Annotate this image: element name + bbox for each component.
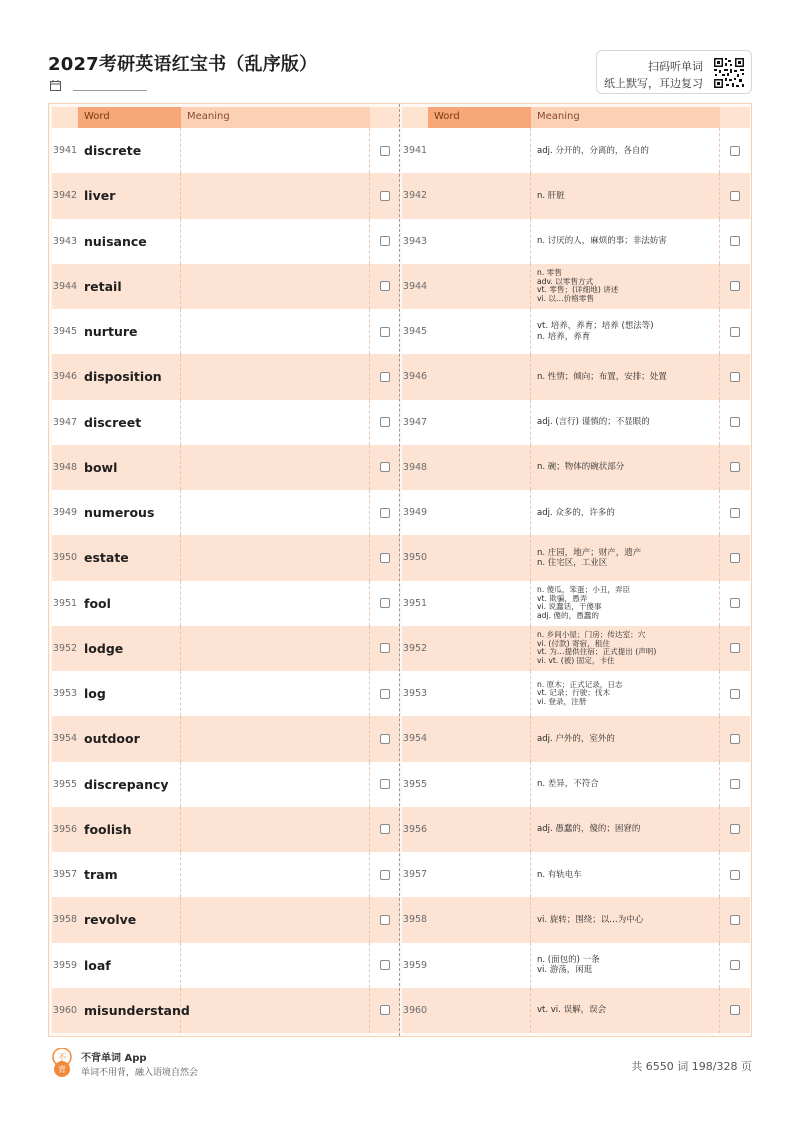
meaning-blank (181, 309, 370, 354)
word-text: estate (78, 535, 181, 580)
header-word: Word (428, 107, 531, 128)
meaning-row (402, 173, 750, 218)
checkbox-cell (370, 824, 400, 834)
meaning-line: vi. 旋转；围绕；以…为中心 (537, 914, 644, 925)
meaning-text (531, 852, 720, 897)
entry-number: 3950 (52, 552, 78, 564)
meaning-text (531, 490, 720, 535)
meaning-text (531, 943, 720, 988)
checkbox-cell (370, 146, 400, 156)
word-text: numerous (78, 490, 181, 535)
meaning-blank (181, 128, 370, 173)
checkbox-cell (370, 191, 400, 201)
word-blank (428, 626, 531, 671)
word-blank (428, 400, 531, 445)
word-row (52, 309, 400, 354)
page-title: 2027考研英语红宝书（乱序版） (48, 54, 318, 75)
word-blank (428, 671, 531, 716)
meaning-row (402, 671, 750, 716)
word-row (52, 490, 400, 535)
word-text: nurture (78, 309, 181, 354)
svg-text:背: 背 (58, 1065, 66, 1074)
word-blank (428, 354, 531, 399)
entry-number: 3960 (402, 1004, 428, 1016)
entry-number: 3945 (402, 326, 428, 338)
meaning-line: vi. vt. (被) 固定，卡住 (537, 655, 615, 665)
meaning-line: vt. vi. 误解，误会 (537, 1005, 607, 1016)
word-row (52, 897, 400, 942)
meaning-blank (181, 716, 370, 761)
check-checkbox[interactable] (730, 779, 740, 789)
checkbox-cell (370, 372, 400, 382)
entry-number: 3944 (402, 280, 428, 292)
meaning-blank (181, 852, 370, 897)
checkbox-cell (720, 643, 750, 653)
check-checkbox[interactable] (730, 191, 740, 201)
word-row (52, 988, 400, 1033)
entry-number: 3958 (402, 914, 428, 926)
entry-number: 3941 (52, 145, 78, 157)
entry-number: 3946 (52, 371, 78, 383)
meaning-blank (181, 988, 370, 1033)
check-checkbox[interactable] (380, 462, 390, 472)
entry-number: 3945 (52, 326, 78, 338)
checkbox-cell (720, 191, 750, 201)
word-row (52, 671, 400, 716)
entry-number: 3960 (52, 1004, 78, 1016)
check-checkbox[interactable] (380, 508, 390, 518)
meaning-blank (181, 626, 370, 671)
meaning-line: n. 有轨电车 (537, 869, 582, 880)
check-checkbox[interactable] (730, 236, 740, 246)
checkbox-cell (370, 734, 400, 744)
check-checkbox[interactable] (730, 915, 740, 925)
meaning-line: vi. 以…价格零售 (537, 293, 594, 303)
checkbox-cell (720, 327, 750, 337)
meaning-line: adv. 以零售方式 (537, 276, 594, 286)
entry-number: 3957 (402, 869, 428, 881)
meaning-text (531, 716, 720, 761)
word-blank (428, 716, 531, 761)
check-checkbox[interactable] (380, 960, 390, 970)
meaning-text (531, 354, 720, 399)
qr-panel (596, 50, 752, 94)
word-text: disposition (78, 354, 181, 399)
app-slogan: 单词不用背，融入语境自然会 (81, 1068, 199, 1078)
meaning-text (531, 309, 720, 354)
app-name: 不背单词 App (81, 1053, 147, 1064)
check-checkbox[interactable] (730, 553, 740, 563)
check-checkbox[interactable] (730, 824, 740, 834)
meaning-row (402, 852, 750, 897)
check-checkbox[interactable] (380, 281, 390, 291)
meaning-blank (181, 943, 370, 988)
word-row (52, 219, 400, 264)
meanings-column (402, 107, 750, 1033)
meaning-line: vt. 培养，养育；培养 (想法等) (537, 321, 654, 332)
check-checkbox[interactable] (730, 870, 740, 880)
meaning-text (531, 897, 720, 942)
word-text: liver (78, 173, 181, 218)
checkbox-cell (370, 462, 400, 472)
meaning-row (402, 128, 750, 173)
word-blank (428, 264, 531, 309)
meaning-blank (181, 671, 370, 716)
word-blank (428, 445, 531, 490)
meaning-blank (181, 490, 370, 535)
word-row (52, 762, 400, 807)
checkbox-cell (370, 327, 400, 337)
check-checkbox[interactable] (380, 1005, 390, 1015)
checkbox-cell (370, 779, 400, 789)
meaning-row (402, 535, 750, 580)
checkbox-cell (370, 508, 400, 518)
meaning-row (402, 762, 750, 807)
word-blank (428, 490, 531, 535)
word-row (52, 716, 400, 761)
meaning-row (402, 716, 750, 761)
words-column (52, 107, 400, 1033)
header-meaning: Meaning (181, 107, 370, 128)
meaning-line: vi. 登录，注册 (537, 696, 587, 706)
word-text: discrepancy (78, 762, 181, 807)
fold-divider (399, 104, 400, 1036)
meaning-line: vt. 记录；行驶；伐木 (537, 688, 611, 698)
word-text: bowl (78, 445, 181, 490)
entry-number: 3954 (402, 733, 428, 745)
meaning-row (402, 943, 750, 988)
checkbox-cell (720, 824, 750, 834)
checkbox-cell (370, 689, 400, 699)
check-checkbox[interactable] (730, 643, 740, 653)
word-text: lodge (78, 626, 181, 671)
checkbox-cell (370, 236, 400, 246)
meaning-blank (181, 354, 370, 399)
date-field (50, 80, 147, 91)
word-blank (428, 762, 531, 807)
word-row (52, 535, 400, 580)
check-checkbox[interactable] (730, 146, 740, 156)
meaning-blank (181, 445, 370, 490)
check-checkbox[interactable] (380, 372, 390, 382)
word-blank (428, 173, 531, 218)
check-checkbox[interactable] (730, 372, 740, 382)
check-checkbox[interactable] (380, 598, 390, 608)
entry-number: 3949 (402, 507, 428, 519)
check-checkbox[interactable] (730, 1005, 740, 1015)
meaning-line: n. 傻瓜，笨蛋；小丑，弄臣 (537, 585, 631, 595)
word-blank (428, 309, 531, 354)
checkbox-cell (720, 734, 750, 744)
word-row (52, 128, 400, 173)
check-checkbox[interactable] (730, 281, 740, 291)
meaning-line: adj. 愚蠢的，傻的；困窘的 (537, 824, 641, 835)
entry-number: 3951 (52, 597, 78, 609)
meaning-line: n. (面包的) 一条 (537, 954, 600, 965)
entry-number: 3958 (52, 914, 78, 926)
checkbox-cell (370, 598, 400, 608)
entry-number: 3952 (402, 642, 428, 654)
word-row (52, 445, 400, 490)
check-checkbox[interactable] (380, 191, 390, 201)
meaning-line: n. 乡间小屋；门房；传达室；穴 (537, 630, 646, 640)
checkbox-cell (370, 643, 400, 653)
svg-text:不: 不 (57, 1053, 67, 1064)
checkbox-cell (720, 960, 750, 970)
meaning-line: n. 原木；正式记录，日志 (537, 679, 623, 689)
check-checkbox[interactable] (730, 598, 740, 608)
meaning-blank (181, 535, 370, 580)
check-checkbox[interactable] (730, 462, 740, 472)
check-checkbox[interactable] (730, 689, 740, 699)
word-text: discreet (78, 400, 181, 445)
meaning-line: adj. 分开的，分离的，各自的 (537, 145, 649, 156)
entry-number: 3948 (402, 461, 428, 473)
check-checkbox[interactable] (730, 508, 740, 518)
meanings-column-header (402, 107, 750, 128)
entry-number: 3954 (52, 733, 78, 745)
meaning-blank (181, 219, 370, 264)
check-checkbox[interactable] (380, 870, 390, 880)
word-blank (428, 581, 531, 626)
word-row (52, 807, 400, 852)
entry-number: 3956 (52, 823, 78, 835)
meaning-line: n. 性情；倾向；布置，安排；处置 (537, 371, 667, 382)
checkbox-cell (720, 146, 750, 156)
word-text: revolve (78, 897, 181, 942)
meaning-text (531, 445, 720, 490)
entry-number: 3947 (52, 416, 78, 428)
meaning-row (402, 988, 750, 1033)
word-text: loaf (78, 943, 181, 988)
check-checkbox[interactable] (380, 146, 390, 156)
calendar-icon (50, 80, 61, 91)
meaning-line: n. 碗；物体的碗状部分 (537, 462, 625, 473)
meaning-text (531, 535, 720, 580)
entry-number: 3953 (402, 688, 428, 700)
meaning-line: n. 住宅区，工业区 (537, 557, 608, 568)
meaning-row (402, 219, 750, 264)
check-checkbox[interactable] (730, 734, 740, 744)
word-row (52, 264, 400, 309)
meaning-row (402, 400, 750, 445)
checkbox-cell (720, 236, 750, 246)
checkbox-cell (720, 417, 750, 427)
word-text: outdoor (78, 716, 181, 761)
entry-number: 3952 (52, 642, 78, 654)
date-underline (73, 81, 147, 91)
meaning-text (531, 626, 720, 671)
checkbox-cell (370, 553, 400, 563)
checkbox-cell (720, 372, 750, 382)
checkbox-cell (720, 462, 750, 472)
meaning-text (531, 671, 720, 716)
meaning-line: n. 讨厌的人，麻烦的事；非法妨害 (537, 236, 667, 247)
word-text: tram (78, 852, 181, 897)
qr-caption-review: 纸上默写，耳边复习 (604, 77, 703, 90)
check-checkbox[interactable] (730, 417, 740, 427)
check-checkbox[interactable] (380, 734, 390, 744)
checkbox-cell (370, 1005, 400, 1015)
word-blank (428, 128, 531, 173)
meaning-line: vt. 为…提供住宿；正式提出 (声明) (537, 647, 657, 657)
qr-caption-listen: 扫码听单词 (648, 60, 703, 73)
meaning-line: n. 零售 (537, 268, 562, 278)
check-checkbox[interactable] (380, 689, 390, 699)
meaning-text (531, 128, 720, 173)
qr-code-icon (713, 57, 745, 89)
word-row (52, 581, 400, 626)
entry-number: 3949 (52, 507, 78, 519)
entry-number: 3955 (402, 778, 428, 790)
checkbox-cell (370, 915, 400, 925)
entry-number: 3943 (402, 235, 428, 247)
word-text: fool (78, 581, 181, 626)
meaning-row (402, 897, 750, 942)
word-row (52, 400, 400, 445)
header-word: Word (78, 107, 181, 128)
checkbox-cell (370, 281, 400, 291)
entry-number: 3942 (52, 190, 78, 202)
word-blank (428, 852, 531, 897)
word-row (52, 173, 400, 218)
meaning-line: vi. 游荡，闲逛 (537, 965, 593, 976)
meaning-blank (181, 581, 370, 626)
meaning-row (402, 581, 750, 626)
word-text: discrete (78, 128, 181, 173)
checkbox-cell (720, 281, 750, 291)
entry-number: 3950 (402, 552, 428, 564)
entry-number: 3941 (402, 145, 428, 157)
meaning-text (531, 581, 720, 626)
check-checkbox[interactable] (380, 779, 390, 789)
checkbox-cell (720, 870, 750, 880)
meaning-blank (181, 897, 370, 942)
check-checkbox[interactable] (380, 824, 390, 834)
word-blank (428, 807, 531, 852)
entry-number: 3953 (52, 688, 78, 700)
checkbox-cell (720, 553, 750, 563)
word-blank (428, 897, 531, 942)
word-text: foolish (78, 807, 181, 852)
entry-number: 3947 (402, 416, 428, 428)
entry-number: 3956 (402, 823, 428, 835)
entry-number: 3943 (52, 235, 78, 247)
meaning-row (402, 264, 750, 309)
header-meaning: Meaning (531, 107, 720, 128)
checkbox-cell (720, 779, 750, 789)
entry-number: 3957 (52, 869, 78, 881)
check-checkbox[interactable] (380, 327, 390, 337)
meaning-line: vi. 说蠢话，干傻事 (537, 602, 602, 612)
word-text: nuisance (78, 219, 181, 264)
entry-number: 3959 (402, 959, 428, 971)
meaning-line: vt. 欺骗，愚弄 (537, 593, 588, 603)
meaning-line: n. 培养，养育 (537, 331, 591, 342)
meaning-line: n. 差异，不符合 (537, 779, 599, 790)
meaning-row (402, 445, 750, 490)
meaning-row (402, 309, 750, 354)
check-checkbox[interactable] (380, 915, 390, 925)
meaning-line: adj. 傻的，愚蠢的 (537, 610, 599, 620)
checkbox-cell (370, 870, 400, 880)
check-checkbox[interactable] (380, 236, 390, 246)
meaning-blank (181, 264, 370, 309)
word-row (52, 852, 400, 897)
word-row (52, 626, 400, 671)
meaning-row (402, 354, 750, 399)
checkbox-cell (720, 915, 750, 925)
entry-number: 3946 (402, 371, 428, 383)
meaning-text (531, 173, 720, 218)
meaning-text (531, 219, 720, 264)
word-blank (428, 535, 531, 580)
page-counter: 共 6550 词 198/328 页 (631, 1060, 752, 1073)
checkbox-cell (720, 598, 750, 608)
meaning-row (402, 490, 750, 535)
word-row (52, 943, 400, 988)
meaning-text (531, 988, 720, 1033)
entry-number: 3951 (402, 597, 428, 609)
meaning-line: adj. (言行) 谨慎的；不显眼的 (537, 417, 650, 428)
check-checkbox[interactable] (730, 960, 740, 970)
check-checkbox[interactable] (380, 643, 390, 653)
meaning-line: vi. (付款) 寄宿，租住 (537, 638, 610, 648)
meaning-text (531, 264, 720, 309)
entry-number: 3942 (402, 190, 428, 202)
word-text: misunderstand (78, 988, 181, 1033)
meaning-text (531, 807, 720, 852)
word-row (52, 354, 400, 399)
check-checkbox[interactable] (380, 553, 390, 563)
checkbox-cell (720, 1005, 750, 1015)
checkbox-cell (370, 417, 400, 427)
check-checkbox[interactable] (730, 327, 740, 337)
entry-number: 3959 (52, 959, 78, 971)
meaning-line: n. 肝脏 (537, 190, 565, 201)
meaning-line: adj. 户外的，室外的 (537, 733, 615, 744)
entry-number: 3955 (52, 778, 78, 790)
checkbox-cell (720, 689, 750, 699)
meaning-line: adj. 众多的，许多的 (537, 507, 615, 518)
word-blank (428, 988, 531, 1033)
meaning-blank (181, 400, 370, 445)
check-checkbox[interactable] (380, 417, 390, 427)
entry-number: 3948 (52, 461, 78, 473)
word-text: retail (78, 264, 181, 309)
meaning-blank (181, 173, 370, 218)
checkbox-cell (370, 960, 400, 970)
meaning-line: vt. 零售；(详细地) 讲述 (537, 285, 619, 295)
meaning-text (531, 762, 720, 807)
word-blank (428, 219, 531, 264)
word-blank (428, 943, 531, 988)
meaning-row (402, 807, 750, 852)
meaning-text (531, 400, 720, 445)
meaning-blank (181, 762, 370, 807)
word-text: log (78, 671, 181, 716)
words-column-header (52, 107, 400, 128)
meaning-line: n. 庄园，地产；财产，遗产 (537, 547, 642, 558)
entry-number: 3944 (52, 280, 78, 292)
app-logo-icon (51, 1048, 73, 1078)
checkbox-cell (720, 508, 750, 518)
meaning-row (402, 626, 750, 671)
vocabulary-sheet (48, 103, 752, 1037)
meaning-blank (181, 807, 370, 852)
